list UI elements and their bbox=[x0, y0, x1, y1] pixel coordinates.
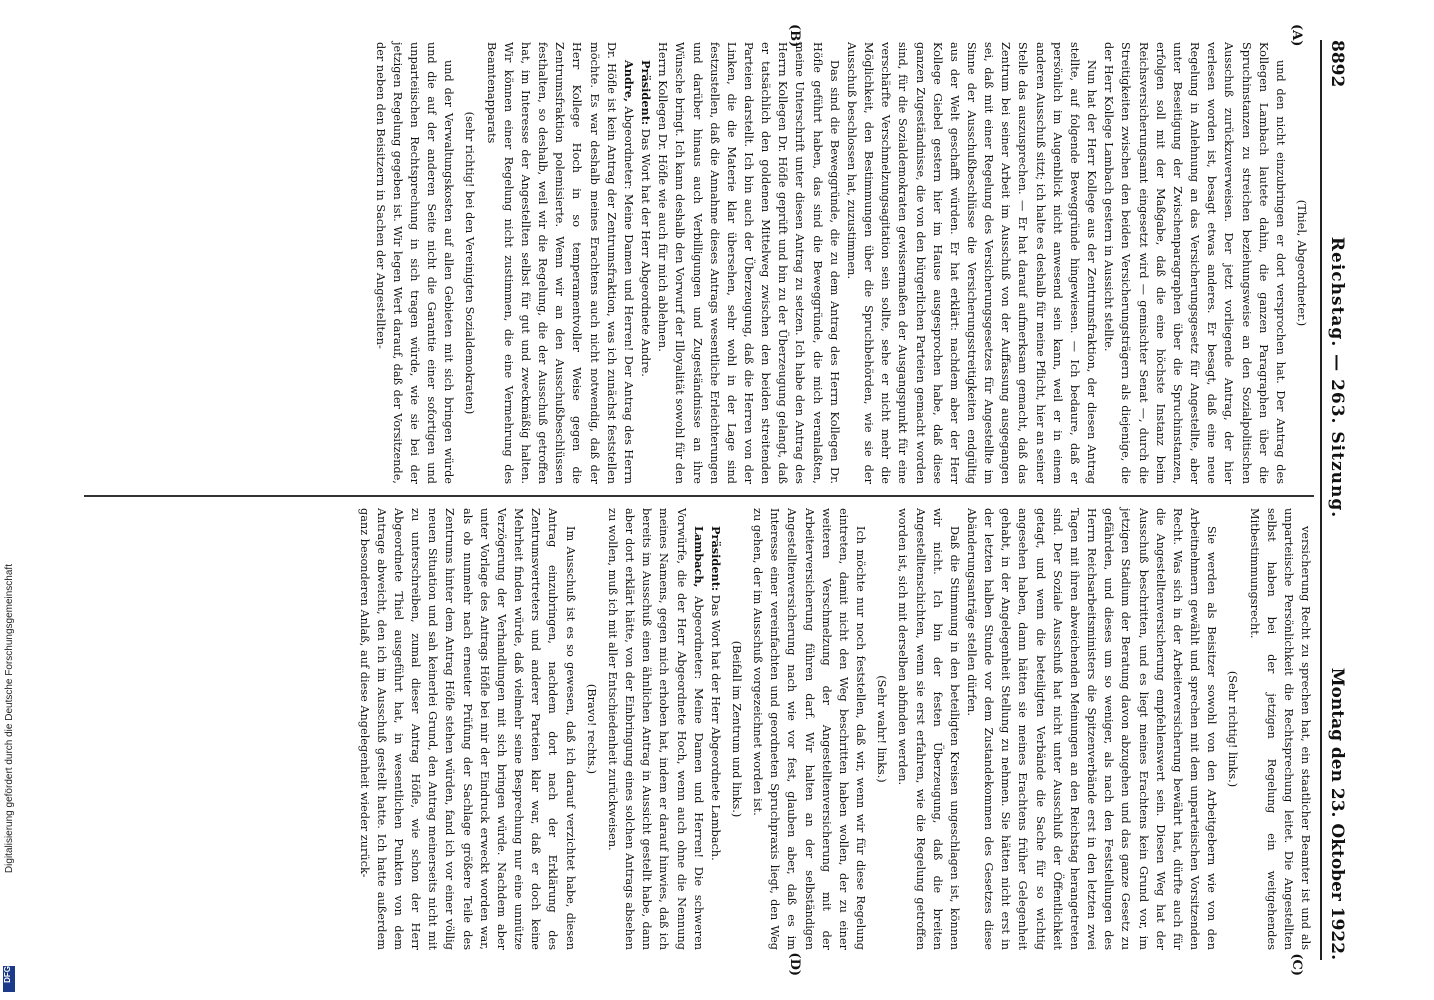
paragraph-text: Abgeordneter: Meine Damen und Herren! Der Antrag des Herrn Dr. Höfle ist kein Antrag der Zentrumsfraktion, was ich zunächst feststellen möchte. Es war deshalb meines Erachtens auch nicht notwendig, daß der Herr Kollege Hoch in so temperamentvoller Weise gegen die Zentrumsfraktion polemisierte. Wenn wir an den Ausschußbeschlüssen festhalten, so deshalb, weil wir die Regelung, die der Ausschuß getroffen hat, im Interesse der Angestellten selbst für gut und zweckmäßig halten. Wir können einer Regelung nicht zustimmen, die eine Vermehrung des Beamtenapparats bbox=[484, 42, 635, 484]
page-date: Montag den 23. Oktober 1922. bbox=[1327, 667, 1347, 960]
interjection: (Sehr wahr! links.) bbox=[875, 675, 889, 783]
dfg-logo bbox=[3, 966, 15, 992]
president-label: Präsident: bbox=[639, 60, 654, 126]
margin-mark-b: (B) bbox=[787, 24, 802, 48]
interjection: (Bravo! rechts.) bbox=[584, 683, 598, 775]
page-number: 8892 bbox=[1327, 40, 1347, 88]
paragraph-text: Abgeordneter: Meine Damen und Herren! Die schweren Vorwürfe, die der Herr Abgeordnete Hoch, wenn auch ohne die Nennung meines Namens, gegen mich erhoben hat, indem er darauf hinwies, daß ich bereits im Ausschuß einen ähnlichen Antrag in Aussicht gestellt habe, dann aber dort erklärt hätte, von der Einbringung eines solchen Antrags absehen zu wollen, muß ich mit aller Entschiedenheit zurückweisen. bbox=[605, 508, 705, 950]
dfg-logo-text: DFG bbox=[3, 966, 12, 983]
page-header bbox=[1324, 40, 1350, 960]
digitization-credit-text: Digitalisierung gefördert durch die Deutsche Forschungsgemeinschaft bbox=[4, 564, 15, 874]
margin-mark-c: (C) bbox=[1289, 953, 1304, 976]
president-statement bbox=[637, 42, 654, 484]
speaker-heading: (Thiel, Abgeordneter.) bbox=[1295, 199, 1308, 327]
speaker-name: Lambach, bbox=[691, 526, 706, 588]
paragraph: Ich möchte nur noch feststellen, daß wir, wenn wir für diese Regelung eintreten, damit nicht den Weg beschritten haben wollen, der zu einer weiteren Verschmelzung der Angestelltenversicherung mit der Arbeiterversicherung führen darf. Wir halten an der selbständigen Angestelltenversicherung nach wie vor fest, glauben aber, daß es im Interesse einer vereinfachten und geordneten Spruchpraxis liegt, den Weg zu gehen, der im Ausschuß vorgezeichnet worden ist. bbox=[751, 508, 868, 950]
right-column bbox=[82, 508, 1314, 950]
interjection: (sehr richtig! bei den Vereinigten Sozialdemokraten) bbox=[463, 111, 477, 415]
paragraph: Das sind die Beweggründe, die zu dem Antrag des Herrn Kollegen Dr. Höfle geführt haben, das sind die Beweggründe, die mich veranlaßten, meine Unterschrift unter diesen Antrag zu setzen. Ich habe den Antrag des Herrn Kollegen Dr. Höfle geprüft und bin zu der Überzeugung gelangt, daß er tatsächlich den goldenen Mittelweg zwischen den beiden streitenden Parteien darstellt. Ich bin auch der Überzeugung, daß die Herren von der Linken, die die Materie klar übersehen, sehr wohl in der Lage sind festzustellen, daß die Annahme dieses Antrags wesentliche Erleichterungen und darüber hinaus auch Verbilligungen und Zugeständnisse an ihre Wünsche bringt. Ich kann deshalb den Vorwurf der Illoyalität sowohl für den Herrn Kollegen Dr. Höfle wie auch für mich ablehnen. bbox=[656, 42, 841, 484]
paragraph: und den nicht einzubringen er dort versprochen hat. Der Antrag des Kollegen Lambach lautete dahin, die ganzen Paragraphen über die Spruchinstanzen zu streichen beziehungsweise an den Sozialpolitischen Ausschuß zurückzuverweisen. Der jetzt vorliegende Antrag, der hier verlesen worden ist, besagt etwas anderes. Er besagt, daß eine neue Regelung in Anlehnung an das Versicherungsgesetz für Angestellte, aber unter Beseitigung der Zwischenparagraphen über die Spruchinstanzen, erfolgen soll mit der Maßgabe, daß die eine höchste Instanz beim Reichsversicherungsamt eingesetzt wird — gemischter Senat —, durch die Streitigkeiten zwischen den beiden Versicherungsträgern als diejenige, die der Herr Kollege Lambach gestern in Aussicht stellte. bbox=[1102, 42, 1287, 484]
president-text: Das Wort hat der Herr Abgeordnete Lambach. bbox=[708, 591, 722, 861]
paragraph: Sie werden als Beisitzer sowohl von den Arbeitgebern wie von den Arbeitnehmern gewählt und sprechen mit dem unparteiischen Vorsitzenden Recht. Was sich in der Arbeiterversicherung bewährt hat, dürfte auch für die Angestelltenversicherung empfehlenswert sein. Diesen Weg hat der Ausschuß beschritten, und es liegt meines Erachtens kein Grund vor, im jetzigen Stadium der Beratung davon abzugehen und das ganze Gesetz zu gefährden, und dieses um so weniger, als nach den Feststellungen des Herrn Reichsarbeitsministers die Spitzenverbände erst in den letzten zwei Tagen mit ihren abweichenden Meinungen an den Reichstag herangetreten sind. Der Soziale Ausschuß hat nicht unter Ausschluß der Öffentlichkeit getagt, und wenn die beteiligten Verbände die Sache für so wichtig angesehen haben, dann hätten sie meines Erachtens früher Gelegenheit gehabt, in der Angelegenheit Stellung zu nehmen. Sie hätten nicht erst in der letzten halben Stunde vor dem Zustandekommen des Gesetzes diese Abänderungsanträge stellen dürfen. bbox=[965, 508, 1219, 950]
page-title: Reichstag. — 263. Sitzung. bbox=[1327, 236, 1347, 519]
header-rule bbox=[1320, 40, 1322, 960]
digitization-credit bbox=[2, 564, 16, 994]
paragraph: Nun hat der Herr Kollege aus der Zentrumsfraktion, der diesen Antrag stellte, auf folgende Beweggründe hingewiesen. — Ich bedaure, daß er persönlich im Augenblick nicht anwesend sein kann, weil er in einem anderen Ausschuß sitzt; ich halte es deshalb für meine Pflicht, hier an seiner Stelle das auszusprechen. — Er hat darauf aufmerksam gemacht, daß das Zentrum bei seiner Arbeit im Ausschuß von der Auffassung ausgegangen sei, daß mit einer Regelung des Versicherungsgesetzes für Angestellte im Sinne der Ausschußbeschlüsse die Versicherungsstreitigkeiten endgültig aus der Welt geschafft würden. Er hat erklärt: nachdem aber der Herr Kollege Giebel gestern hier im Hause ausgesprochen habe, daß diese ganzen Zugeständnisse, die von den bürgerlichen Parteien gemacht worden sind, für die Sozialdemokraten gewissermaßen der Ausgangspunkt für eine verschärfte Verschmelzungsagitation sein sollte, sehe er nicht mehr die Möglichkeit, den Bestimmungen über die Spruchbehörden, wie sie der Ausschuß beschlossen hat, zuzustimmen. bbox=[844, 42, 1099, 484]
margin-mark-d: (D) bbox=[787, 952, 802, 976]
paragraph: Daß die Stimmung in den beteiligten Kreisen ungeschlagen ist, können wir nicht. Ich bin der festen Überzeugung, daß die breiten Angestelltenschichten, wenn sie erst erfahren, wie die Regelung getroffen worden ist, sich mit derselben abfinden werden. bbox=[896, 508, 961, 950]
margin-mark-a: (A) bbox=[1289, 24, 1304, 47]
interjection: (Beifall im Zentrum und links.) bbox=[730, 640, 743, 818]
interjection: (Sehr richtig! links.) bbox=[1226, 670, 1240, 788]
paragraph: versicherung Recht zu sprechen hat, ein staatlicher Beamter ist und als unparteiische Persönlichkeit die Rechtsprechung leitet. Die Angestellten selbst haben bei der jetzigen Regelung ein weitgehendes Mitbestimmungsrecht. bbox=[1247, 508, 1312, 950]
paragraph bbox=[483, 42, 637, 484]
president-text: Das Wort hat der Herr Abgeordnete Andre. bbox=[639, 125, 653, 377]
column-divider bbox=[84, 495, 1314, 497]
rotated-page bbox=[72, 24, 1362, 976]
paragraph bbox=[604, 508, 707, 950]
president-statement bbox=[707, 508, 724, 950]
left-column bbox=[82, 42, 1314, 484]
president-label: Präsident: bbox=[708, 526, 723, 592]
paragraph: und der Verwaltungskosten auf allen Gebieten mit sich bringen würde und die auf der anderen Seite nicht die Garantie einer sofortigen und unparteiischen Rechtsprechung in sich tragen würde, wie sie bei der jetzigen Regelung gegeben ist. Wir legen Wert darauf, daß der Vorsitzende, der neben den Beisitzern in Sachen der Angestellten- bbox=[373, 42, 456, 484]
speaker-name: Andre, bbox=[621, 60, 636, 102]
paragraph: Im Ausschuß ist es so gewesen, daß ich darauf verzichtet habe, diesen Antrag einzubringen, nachdem dort nach der Erklärung des Zentrumsvertreters und anderer Parteien klar war, daß er doch keine Mehrheit finden würde, daß vielmehr seine Besprechung nur eine unnütze Verzögerung der Verhandlungen mit sich bringen würde. Nachdem aber unter Vorlage des Antrags Höfle bei mir der Eindruck erweckt worden war, als ob nunmehr nach erneuter Prüfung der Sachlage größere Teile des Zentrums hinter dem Antrag Höfle stehen würden, fand ich vor einer völlig neuen Situation und sah keinerlei Grund, den Antrag meinerseits nicht mit zu unterschreiben, zumal dieser Antrag Höfle, wie schon der Herr Abgeordnete Thiel ausgeführt hat, in wesentlichen Punkten von dem Antrage abweicht, den ich im Ausschuß gestellt hatte. Ich hatte außerdem ganz besonderen Anlaß, auf diese Angelegenheit wieder zurück- bbox=[357, 508, 577, 950]
